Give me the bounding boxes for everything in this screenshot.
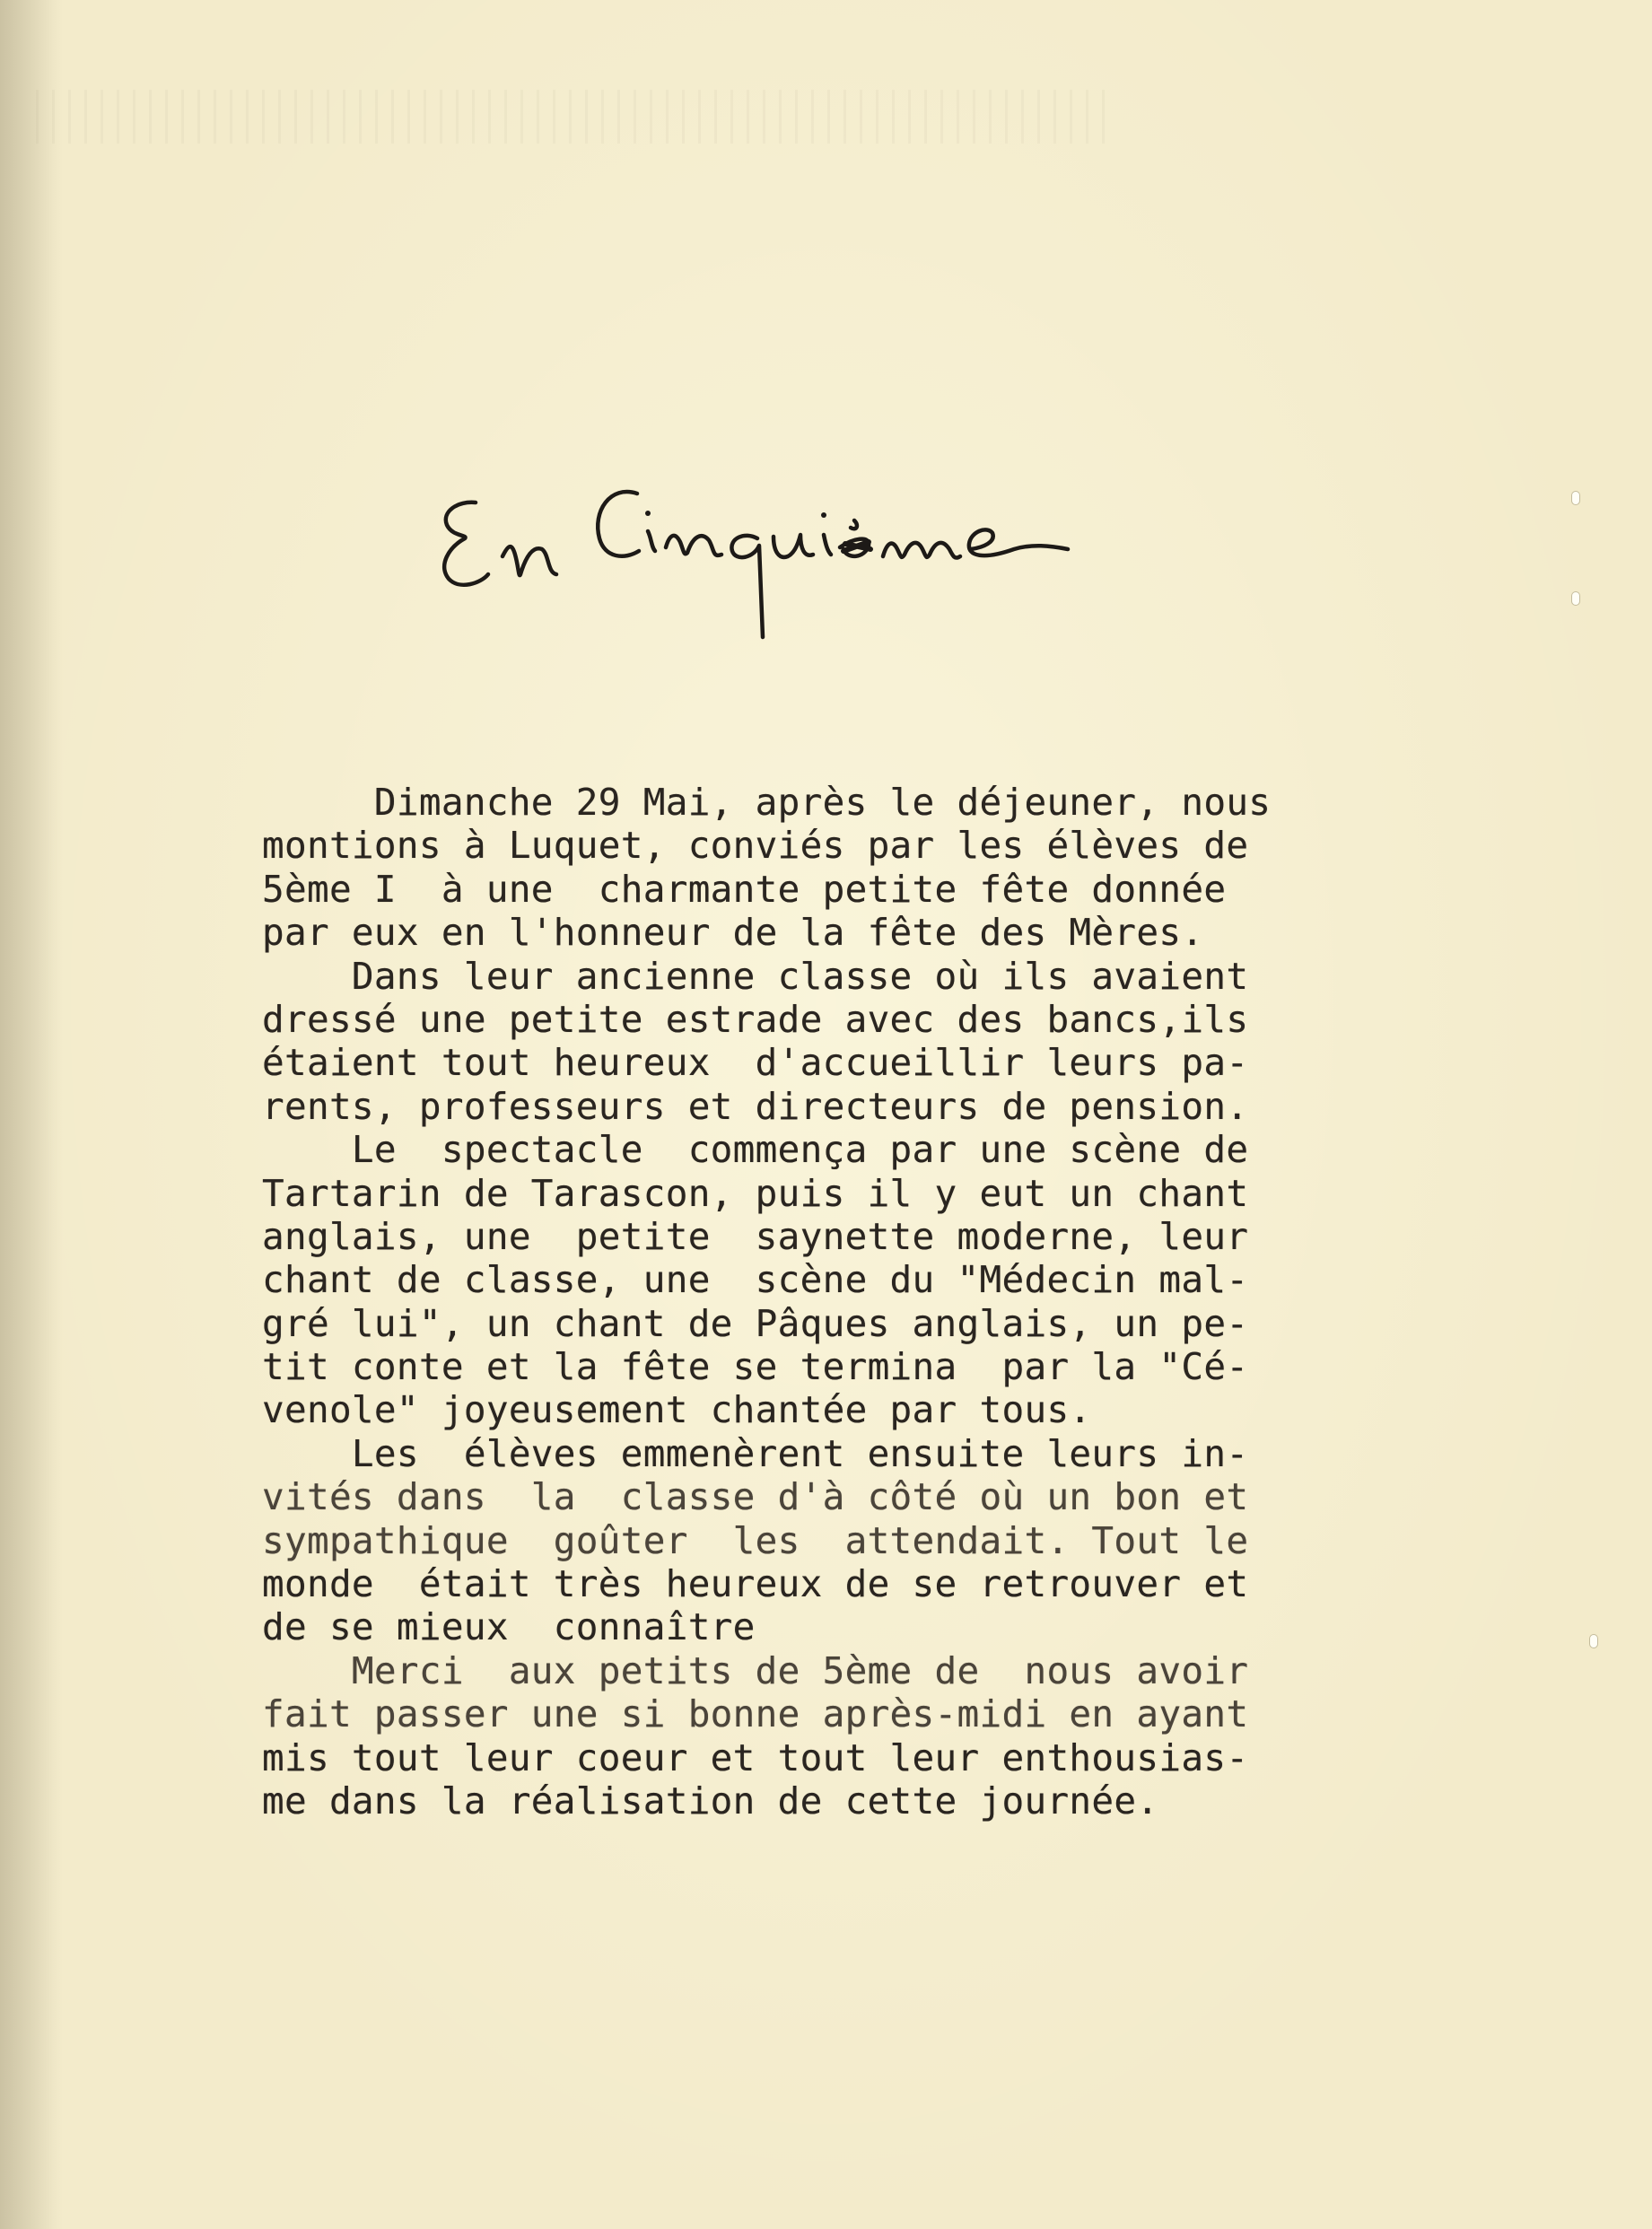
body-line: Le spectacle commença par une scène de (262, 1128, 1249, 1172)
body-line: gré lui", un chant de Pâques anglais, un pe- (262, 1301, 1249, 1345)
body-line: Les élèves emmenèrent ensuite leurs in- (262, 1431, 1249, 1475)
punch-hole (1590, 1635, 1597, 1648)
paper-texture (36, 90, 1113, 144)
body-line: rents, professeurs et directeurs de pension. (262, 1084, 1249, 1128)
body-line: Dimanche 29 Mai, après le déjeuner, nous (262, 781, 1272, 824)
body-line: Tartarin de Tarascon, puis il y eut un chant (262, 1171, 1249, 1215)
handwritten-title (422, 449, 1193, 655)
punch-hole (1572, 592, 1579, 605)
body-line: sympathique goûter les attendait. Tout le (262, 1518, 1249, 1562)
body-line: dressé une petite estrade avec des bancs,ils (262, 997, 1249, 1041)
body-line: tit conte et la fête se termina par la "Cé- (262, 1345, 1249, 1389)
body-line: venole" joyeusement chantée par tous. (262, 1388, 1092, 1432)
body-line: Dans leur ancienne classe où ils avaient (262, 954, 1249, 998)
body-line: anglais, une petite saynette moderne, leur (262, 1214, 1249, 1258)
body-line: fait passer une si bonne après-midi en ayant (262, 1692, 1249, 1736)
body-line: étaient tout heureux d'accueillir leurs pa- (262, 1041, 1249, 1085)
body-line: montions à Luquet, conviés par les élèves de (262, 824, 1249, 868)
body-line: Merci aux petits de 5ème de nous avoir (262, 1648, 1249, 1692)
body-line: par eux en l'honneur de la fête des Mères. (262, 911, 1204, 955)
body-line: me dans la réalisation de cette journée. (262, 1779, 1159, 1823)
body-line: de se mieux connaître (262, 1605, 756, 1649)
body-line: vités dans la classe d'à côté où un bon et (262, 1475, 1249, 1519)
body-line: chant de classe, une scène du "Médecin mal- (262, 1258, 1249, 1302)
body-line: 5ème I à une charmante petite fête donnée (262, 867, 1227, 911)
punch-hole (1572, 492, 1579, 504)
body-line: monde était très heureux de se retrouver et (262, 1562, 1249, 1606)
letter-body (262, 781, 1464, 1823)
paper-edge-shadow (0, 0, 63, 2229)
body-line: mis tout leur coeur et tout leur enthousias- (262, 1735, 1249, 1779)
